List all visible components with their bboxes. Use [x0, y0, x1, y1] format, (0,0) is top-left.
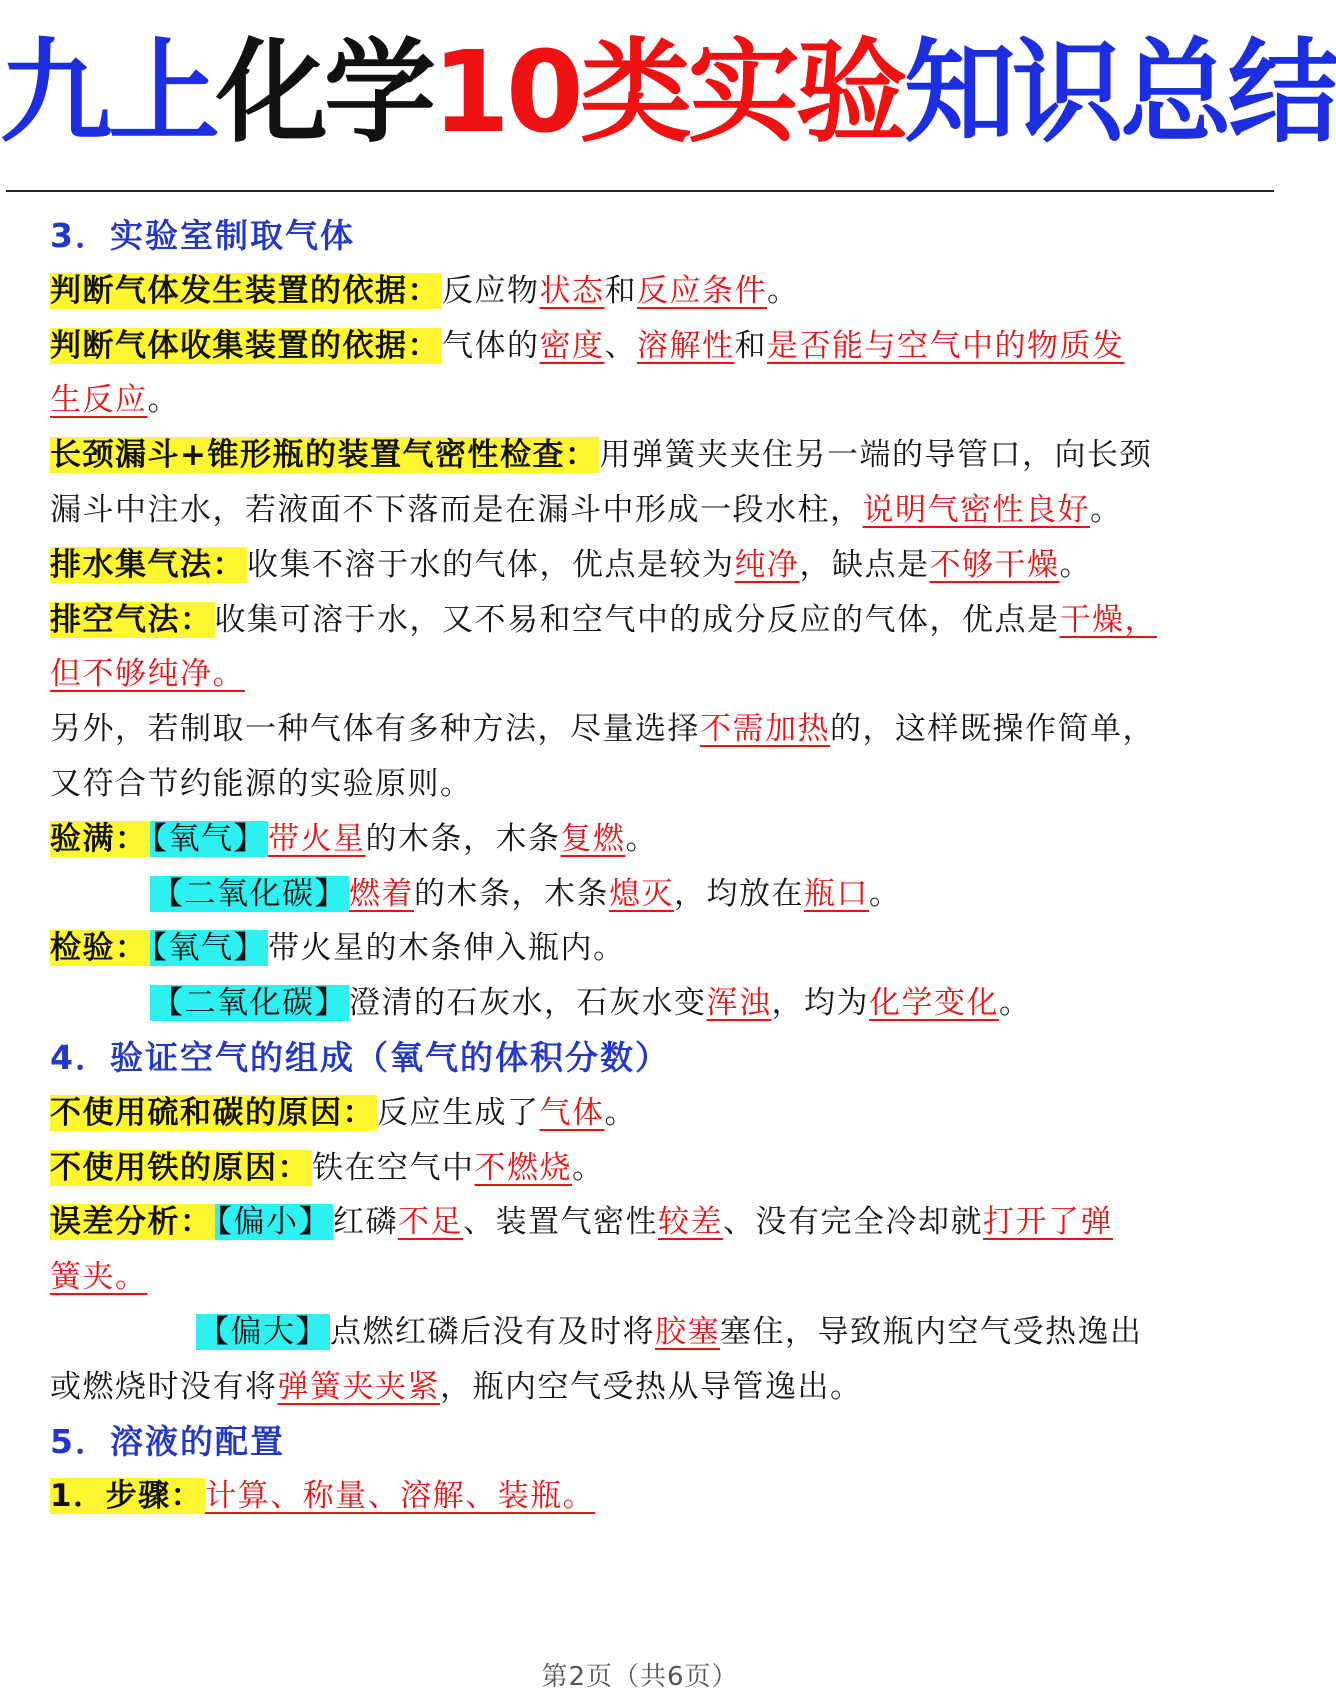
body-text: 漏斗中注水，若液面不下落而是在漏斗中形成一段水柱，: [50, 492, 863, 528]
bracket-tag: 【氧气】: [151, 930, 266, 967]
answer-text: 溶解性: [637, 327, 735, 364]
answer-text: 弹簧夹夹紧: [277, 1368, 440, 1405]
body-text: 。: [572, 1149, 605, 1186]
body-text: 或燃烧时没有将: [50, 1368, 278, 1405]
text-line: [150, 973, 1032, 1033]
title-part3: 10类实验: [432, 28, 904, 158]
answer-text: 但不够纯净。: [50, 656, 245, 693]
text-line: [50, 918, 626, 978]
section-heading: 5．溶液的配置: [50, 1421, 285, 1461]
text-line: [50, 1028, 670, 1088]
answer-text: 生反应: [50, 382, 148, 419]
body-text: 塞住，导致瓶内空气受热逸出: [720, 1314, 1143, 1350]
page-footer: 第2页（共6页）: [541, 1662, 739, 1692]
body-text: 用弹簧夹夹住另一端的导管口，向长颈: [599, 437, 1152, 474]
body-text: ，瓶内空气受热从导管逸出。: [440, 1368, 863, 1405]
answer-text: 干燥，: [1059, 601, 1157, 638]
body-text: 另外，若制取一种气体有多种方法，尽量选择: [50, 711, 700, 748]
highlight-label: 长颈漏斗+锥形瓶的装置气密性检查：: [50, 437, 598, 474]
section-heading: 3．实验室制取气体: [50, 216, 355, 255]
answer-text: 不需加热: [700, 711, 830, 748]
answer-text: 较差: [658, 1204, 723, 1241]
highlight-label: 判断气体收集装置的依据：: [50, 327, 440, 364]
body-text: 。: [604, 1094, 637, 1131]
body-text: 和: [604, 272, 637, 309]
answer-text: 气体: [539, 1094, 605, 1131]
text-line: [50, 699, 1155, 759]
page-title: [0, 18, 1336, 168]
text-line: [50, 1192, 1113, 1252]
answer-text: 浑浊: [706, 985, 772, 1022]
body-text: 反应生成了: [377, 1094, 540, 1131]
answer-text: 密度: [539, 327, 605, 364]
answer-text: 打开了弹: [983, 1204, 1113, 1241]
body-text: 。: [869, 875, 902, 912]
body-text: 反应物: [442, 272, 540, 309]
answer-text: 带火星: [268, 820, 366, 857]
bracket-tag: 【偏大】: [198, 1314, 328, 1350]
text-line: [50, 425, 1152, 485]
highlight-label: 排水集气法：: [50, 546, 245, 583]
text-line: [50, 1138, 605, 1198]
body-text: 铁在空气中: [312, 1149, 475, 1186]
bracket-tag: 【偏小】: [216, 1204, 331, 1241]
text-line: [50, 1412, 285, 1472]
body-text: 。: [999, 985, 1032, 1022]
body-text: 点燃红磷后没有及时将: [330, 1314, 655, 1350]
highlight-label: 检验：: [50, 930, 148, 967]
answer-text: 状态: [539, 272, 605, 309]
body-text: ，缺点是: [799, 546, 930, 583]
answer-text: 簧夹。: [50, 1259, 148, 1296]
text-line: [50, 1083, 637, 1143]
text-line: [150, 864, 902, 924]
text-line: [50, 644, 245, 704]
answer-text: 瓶口: [804, 875, 869, 912]
body-text: 。: [1059, 546, 1092, 583]
answer-text: 燃着: [349, 875, 414, 912]
bracket-tag: 【二氧化碳】: [152, 875, 347, 912]
answer-text: 计算、称量、溶解、装瓶。: [205, 1478, 596, 1515]
body-text: 、装置气密性: [463, 1204, 658, 1241]
body-text: 又符合节约能源的实验原则。: [50, 766, 473, 802]
body-text: 的，这样既操作简单，: [830, 711, 1155, 748]
body-text: 的木条，木条: [414, 875, 609, 912]
body-text: 收集不溶于水的气体，优点是较为: [247, 546, 735, 583]
body-text: 和: [734, 327, 767, 364]
body-text: 。: [767, 272, 800, 309]
text-line: [50, 480, 1123, 540]
title-part4: 知识总结: [903, 28, 1336, 158]
text-line: [50, 809, 658, 869]
highlight-label: 验满：: [50, 820, 148, 857]
text-line: [50, 316, 1125, 376]
text-line: [50, 1357, 863, 1417]
answer-text: 化学变化: [869, 985, 999, 1022]
body-text: 红磷: [333, 1204, 398, 1241]
body-text: ，均放在: [674, 875, 804, 912]
answer-text: 不足: [398, 1204, 463, 1241]
body-text: 。: [1090, 492, 1123, 528]
body-text: 带火星的木条伸入瓶内。: [268, 930, 626, 967]
body-text: 气体的: [442, 327, 540, 364]
text-line: [50, 370, 180, 430]
answer-text: 是否能与空气中的物质发: [767, 327, 1125, 364]
body-text: ，均为: [771, 985, 869, 1022]
body-text: 。: [147, 382, 180, 419]
text-line: [50, 590, 1157, 650]
answer-text: 熄灭: [609, 875, 674, 912]
body-text: 的木条，木条: [365, 820, 561, 857]
body-text: 、没有完全冷却就: [723, 1204, 983, 1241]
answer-text: 复燃: [560, 820, 626, 857]
title-part1: 九上: [0, 28, 216, 158]
highlight-label: 排空气法：: [50, 601, 213, 638]
answer-text: 不够干燥: [929, 546, 1060, 583]
answer-text: 胶塞: [655, 1314, 720, 1350]
text-line: [196, 1302, 1143, 1362]
answer-text: 纯净: [734, 546, 800, 583]
answer-text: 说明气密性良好: [862, 492, 1090, 528]
title-divider: [6, 190, 1274, 192]
title-part2: 化学: [216, 28, 432, 158]
highlight-label: 1．步骤：: [50, 1478, 204, 1515]
highlight-label: 误差分析：: [50, 1204, 213, 1241]
bracket-tag: 【氧气】: [151, 820, 266, 857]
text-line: [50, 1247, 148, 1307]
body-text: 、: [604, 327, 637, 364]
body-text: 收集可溶于水，又不易和空气中的成分反应的气体，优点是: [214, 601, 1060, 638]
highlight-label: 不使用铁的原因：: [50, 1149, 310, 1186]
answer-text: 不燃烧: [474, 1149, 572, 1186]
highlight-label: 不使用硫和碳的原因：: [50, 1094, 375, 1131]
body-text: 。: [625, 820, 658, 857]
text-line: [50, 535, 1092, 595]
answer-text: 反应条件: [637, 272, 767, 309]
text-line: [50, 206, 355, 266]
text-line: [50, 754, 473, 814]
section-heading: 4．验证空气的组成（氧气的体积分数）: [50, 1038, 670, 1077]
body-text: 澄清的石灰水，石灰水变: [349, 985, 707, 1022]
highlight-label: 判断气体发生装置的依据：: [50, 272, 440, 309]
text-line: [50, 261, 800, 321]
text-line: [50, 1466, 595, 1526]
bracket-tag: 【二氧化碳】: [152, 985, 347, 1022]
